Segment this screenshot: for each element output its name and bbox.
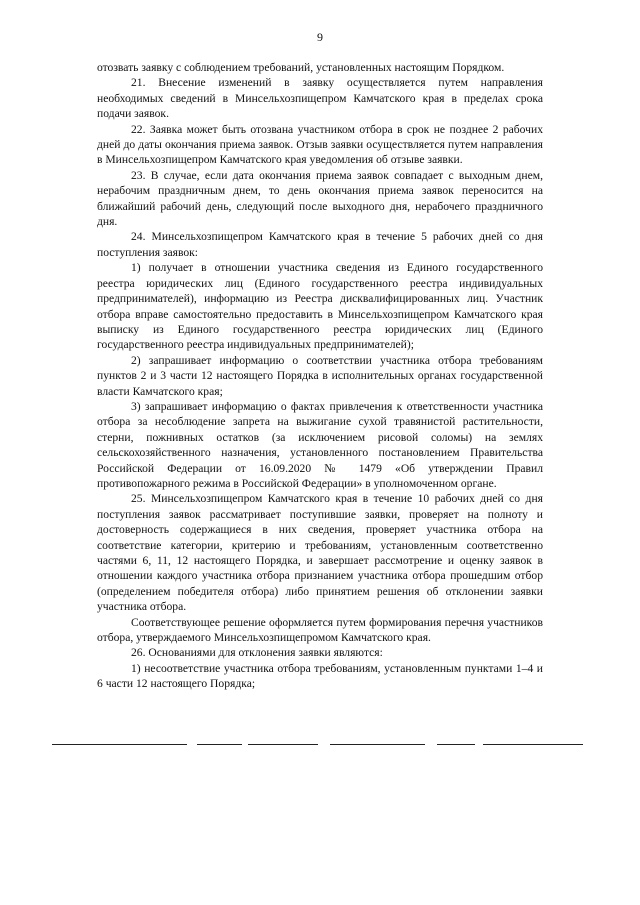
footer-rule-3 [248,744,318,745]
document-body [97,60,543,692]
paragraph-24: 24. Минсельхозпищепром Камчатского края в течение 5 рабочих дней со дня поступления заявок: [97,230,543,259]
paragraph-23: 23. В случае, если дата окончания приема заявок совпадает с выходным днем, нерабочим праздничным днем, то день окончания приема заявок переносится на ближайший рабочий день, следующий после выходного дня, нерабочего праздничного дня. [97,168,543,229]
paragraph-25: 25. Минсельхозпищепром Камчатского края в течение 10 рабочих дней со дня поступления заявок рассматривает поступившие заявки, проверяет на полноту и достоверность содержащиеся в них сведения, проверяет участника отбора на соответствие категории, критерию и требованиям, установленным соответственно частями 6, 11, 12 настоящего Порядка, и завершает рассмотрение и оценку заявок в отношении каждого участника отбора признанием участника отбора прошедшим отбор (определением победителя отбора) либо принятием решения об отклонении заявки участника отбора. [97,492,543,614]
paragraph-24-item-2: 2) запрашивает информацию о соответствии участника отбора требованиям пунктов 2 и 3 части 12 настоящего Порядка в исполнительных органах государственной власти Камчатского края; [97,353,543,398]
footer-rule-6 [483,744,583,745]
paragraph-22: 22. Заявка может быть отозвана участником отбора в срок не позднее 2 рабочих дней до даты окончания приема заявок. Отзыв заявки осуществляется путем направления в Минсельхозпищепром Камчатского края уведомления об отзыве заявки. [97,122,543,167]
paragraph-24-item-1: 1) получает в отношении участника сведения из Единого государственного реестра юридических лиц (Единого государственного реестра индивидуальных предпринимателей), информацию из Реестра дисквалифицированных лиц. Участник отбора вправе самостоятельно предоставить в Минсельхозпищепром Камчатского края выписку из Единого государственного реестра юридических лиц (Единого государственного реестра индивидуальных предпринимателей); [97,261,543,352]
paragraph-21: 21. Внесение изменений в заявку осуществляется путем направления необходимых сведений в Минсельхозпищепром Камчатского края в пределах срока подачи заявок. [97,76,543,121]
footer-rule-4 [330,744,425,745]
paragraph-25-decision: Соответствующее решение оформляется путем формирования перечня участников отбора, утверждаемого Минсельхозпищепромом Камчатского края. [97,615,543,645]
page-number: 9 [317,30,323,44]
footer-rule-1 [52,744,187,745]
paragraph-24-item-3: 3) запрашивает информацию о фактах привлечения к ответственности участника отбора за несоблюдение запрета на выжигание сухой травянистой растительности, стерни, пожнивных остатков (за исключением рисовой соломы) на землях сельскохозяйственного назначения, установленного постановлением Правительства Российской Федерации от 16.09.2020 № 1479 «Об утверждении Правил противопожарного режима в Российской Федерации» в уполномоченном органе. [97,399,543,490]
paragraph-26: 26. Основаниями для отклонения заявки являются: [131,646,383,660]
paragraph-26-item-1: 1) несоответствие участника отбора требованиям, установленным пунктами 1–4 и 6 части 12 настоящего Порядка; [97,661,543,691]
footer-rule-5 [437,744,475,745]
footer-rule-2 [197,744,242,745]
paragraph-continuation: отозвать заявку с соблюдением требований, установленных настоящим Порядком. [97,61,505,74]
